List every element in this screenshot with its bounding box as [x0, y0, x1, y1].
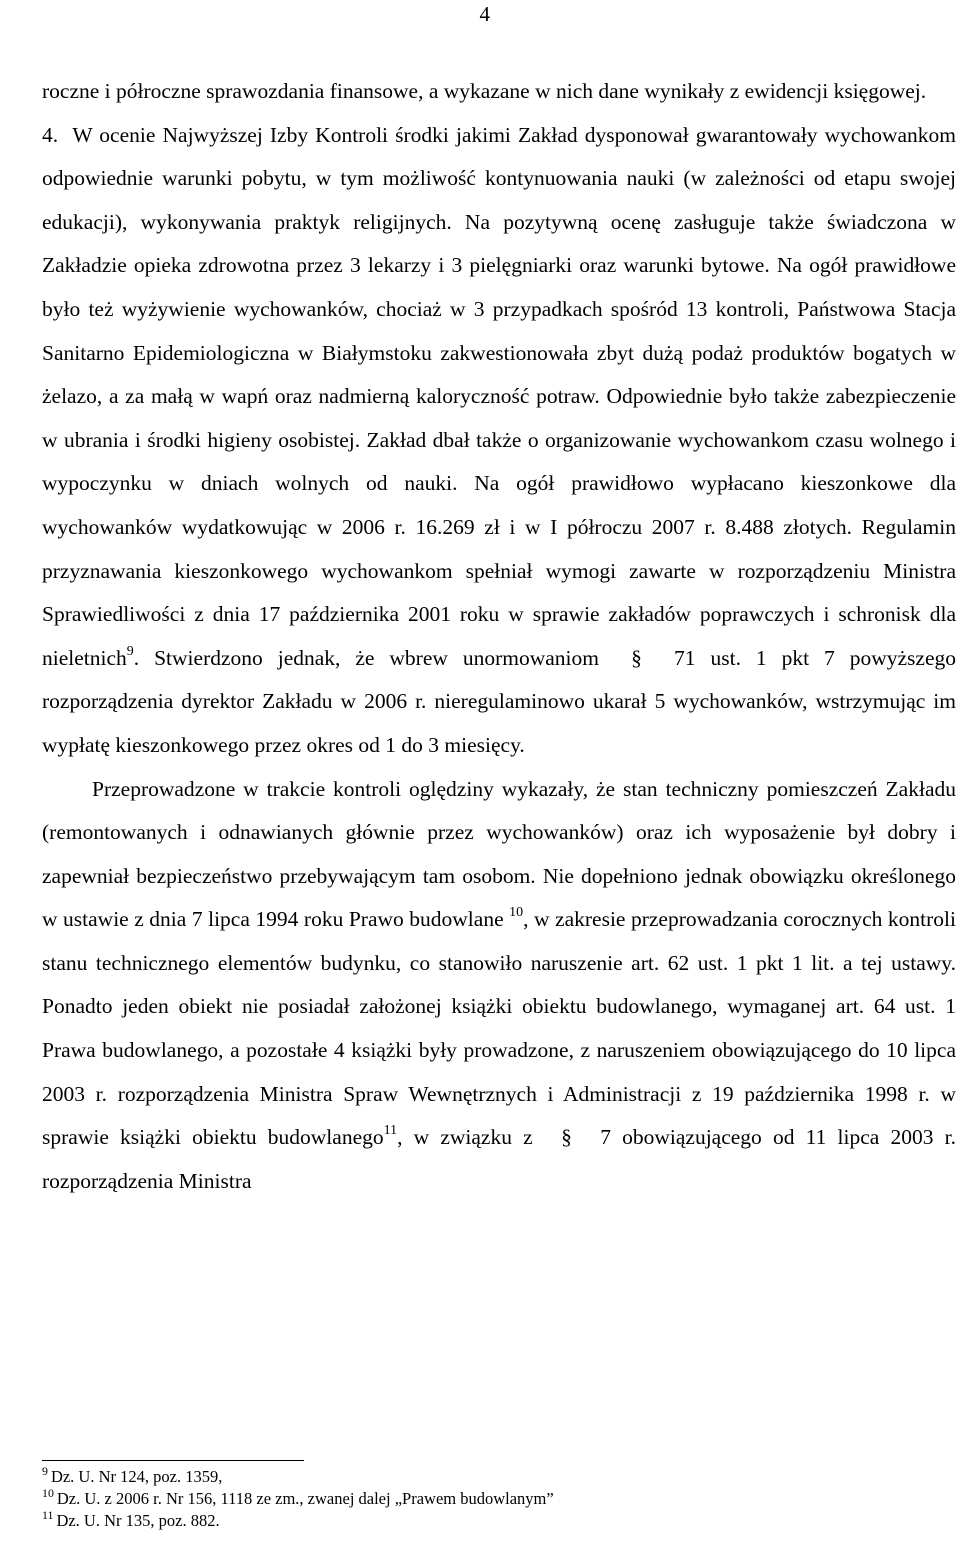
footnotes — [42, 1466, 922, 1532]
footnote-text: Dz. U. z 2006 r. Nr 156, 1118 ze zm., zwanej dalej „Prawem budowlanym” — [56, 1489, 554, 1508]
paragraph-item-4 — [42, 114, 956, 768]
footnote-text: Dz. U. Nr 124, poz. 1359, — [50, 1467, 223, 1486]
page-number: 4 — [479, 2, 490, 26]
footnote-number: 9 — [42, 1464, 48, 1479]
footnote — [42, 1510, 922, 1532]
paragraph-continuation: roczne i półroczne sprawozdania finansowe, a wykazane w nich dane wynikały z ewidencji księgowej. — [42, 79, 927, 103]
paragraph-text: , w zakresie przeprowadzania corocznych kontroli stanu technicznego elementów budynku, co stanowiło naruszenie art. 62 ust. 1 pkt 1 lit. a tej ustawy. Ponadto jeden obiekt nie posiadał założonej książki obiektu budowlanego, wymaganej art. 64 ust. 1 Prawa budowlanego, a pozostałe 4 książki były prowadzone, z naruszeniem obowiązującego do 10 lipca 2003 r. rozporządzenia Ministra Spraw Wewnętrznych i Administracji z 19 października 1998 r. w sprawie książki obiektu budowlanego — [42, 907, 956, 1150]
paragraph-inspection — [42, 768, 956, 1204]
paragraph-text: 71 ust. 1 pkt 7 powyższego rozporządzenia dyrektor Zakładu w 2006 r. nieregulaminowo ukarał 5 wychowanków, wstrzymując im wypłatę kieszonkowego przez okres od 1 do 3 miesięcy. — [42, 645, 956, 757]
footnote-text: Dz. U. Nr 135, poz. 882. — [56, 1511, 220, 1530]
footnote — [42, 1488, 922, 1510]
footnote-ref: 11 — [383, 1123, 398, 1139]
footnote-number: 10 — [42, 1486, 54, 1501]
footnote — [42, 1466, 922, 1488]
footnote-ref: 10 — [509, 905, 524, 921]
paragraph-text: 7 obowiązującego od 11 lipca 2003 r. rozporządzenia Ministra — [42, 1125, 957, 1193]
section-sign: § — [631, 645, 642, 670]
paragraph-text: . Stwierdzono jednak, że wbrew unormowaniom — [133, 645, 599, 670]
footnote-separator — [42, 1460, 304, 1461]
paragraph-text: , w związku z — [397, 1125, 533, 1150]
section-sign: § — [561, 1125, 572, 1150]
paragraph-text: Przeprowadzone w trakcie kontroli oględziny wykazały, że stan techniczny pomieszczeń Zakładu (remontowanych i odnawianych głównie przez wychowanków) oraz ich wyposażenie był dobry i zapewniał bezpieczeństwo przebywającym tam osobom. Nie dopełniono jednak obowiązku określonego w ustawie z dnia 7 lipca 1994 roku Prawo budowlane — [42, 776, 956, 932]
document-body — [42, 70, 956, 1203]
footnote-ref: 9 — [126, 643, 134, 659]
paragraph-text: W ocenie Najwyższej Izby Kontroli środki jakimi Zakład dysponował gwarantowały wychowankom odpowiednie warunki pobytu, w tym możliwość kontynuowania nauki (w zależności od etapu swojej edukacji), wykonywania praktyk religijnych. Na pozytywną ocenę zasługuje także świadczona w Zakładzie opieka zdrowotna przez 3 lekarzy i 3 pielęgniarki oraz warunki bytowe. Na ogół prawidłowe było też wyżywienie wychowanków, chociaż w 3 przypadkach spośród 13 kontroli, Państwowa Stacja Sanitarno Epidemiologiczna w Białymstoku zakwestionowała zbyt dużą podaż produktów bogatych w żelazo, a za małą w wapń oraz nadmierną kaloryczność potraw. Odpowiednie było także zabezpieczenie w ubrania i środki higieny osobistej. Zakład dbał także o organizowanie wychowankom czasu wolnego i wypoczynku w dniach wolnych od nauki. Na ogół prawidłowo wypłacano kieszonkowe dla wychowanków wydatkowując w 2006 r. 16.269 zł i w I półroczu 2007 r. 8.488 złotych. Regulamin przyznawania kieszonkowego wychowankom spełniał wymogi zawarte w rozporządzeniu Ministra Sprawiedliwości z dnia 17 października 2001 roku w sprawie zakładów poprawczych i schronisk dla nieletnich — [42, 122, 957, 670]
footnote-number: 11 — [42, 1508, 54, 1523]
item-number: 4. — [42, 122, 59, 147]
